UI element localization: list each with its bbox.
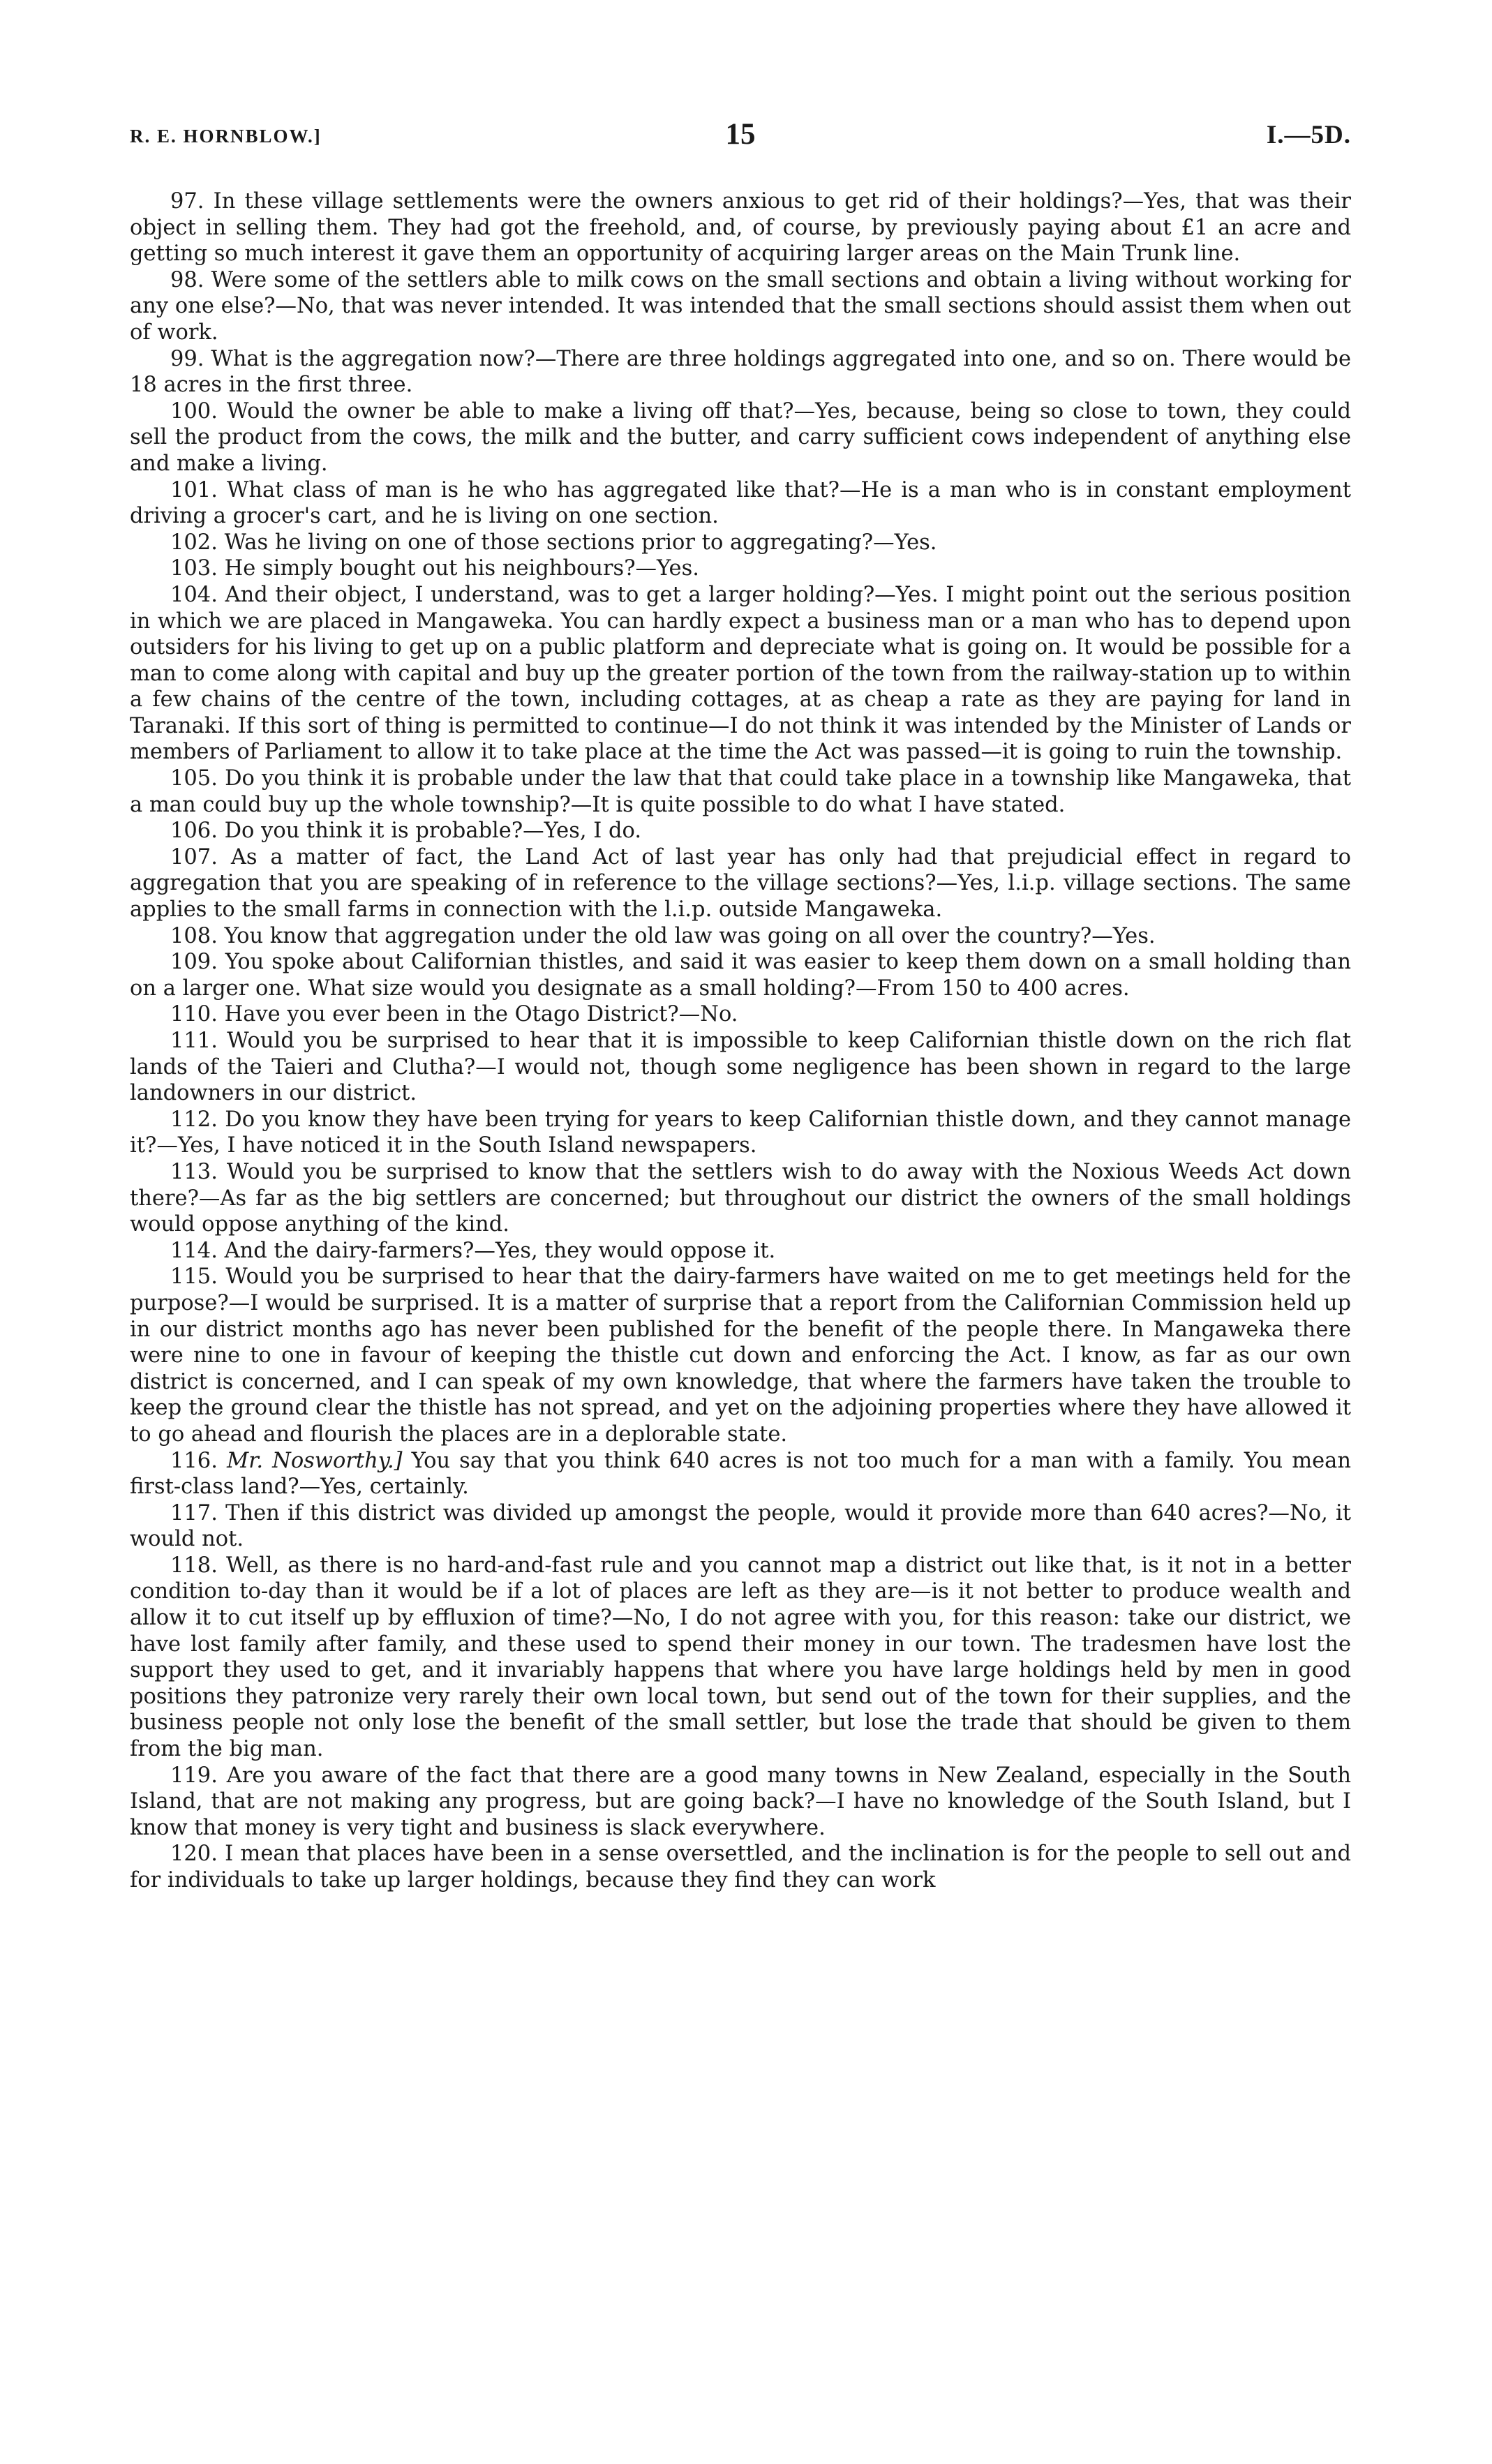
question-108: 108. You know that aggregation under the old law was going on all over the country?—Yes. <box>170 923 1156 948</box>
question-114: 114. And the dairy-farmers?—Yes, they would oppose it. <box>170 1238 776 1263</box>
question-103: 103. He simply bought out his neighbours?—Yes. <box>170 556 699 581</box>
document-page <box>130 117 1351 1894</box>
question-102: 102. Was he living on one of those sections prior to aggregating?—Yes. <box>170 530 937 555</box>
question-119: 119. Are you aware of the fact that there are a good many towns in New Zealand, especially in the South Island, that are not making any progress, but are going back?—I have no knowledge of the South Island, but I know that money is very tight and business is slack everywhere. <box>130 1763 1351 1840</box>
witness-name: R. E. HORNBLOW.] <box>130 126 322 147</box>
question-107: 107. As a matter of fact, the Land Act of last year has only had that prejudicial effect in regard to aggregation that you are speaking of in reference to the village sections?—Yes, l.i.p. village sections. The same applies to the small farms in connection with the l.i.p. outside Mangaweka. <box>130 844 1351 923</box>
page-number: 15 <box>725 118 756 151</box>
question-97: 97. In these village settlements were the owners anxious to get rid of their holdings?—Yes, that was their object in selling them. They had got the freehold, and, of course, by previously paying about £1 an acre and getting so much interest it gave them an opportunity of acquiring larger areas on the Main Trunk line. <box>130 189 1351 267</box>
question-111: 111. Would you be surprised to hear that it is impossible to keep Californian thistle down on the rich flat lands of the Taieri and Clutha?—I would not, though some negligence has been shown in regard to the large landowners in our district. <box>130 1029 1351 1106</box>
question-104: 104. And their object, I understand, was to get a larger holding?—Yes. I might point out the serious position in which we are placed in Mangaweka. You can hardly expect a business man or a man who has to depend upon outsiders for his living to get up on a public platform and depreciate what is going on. It would be possible for a man to come along with capital and buy up the greater portion of the town from the railway-station up to within a few chains of the centre of the town, including cottages, at as cheap a rate as they are paying for land in Taranaki. If this sort of thing is permitted to continue—I do not think it was intended by the Minister of Lands or members of Parliament to allow it to take place at the time the Act was passed—it is going to ruin the township. <box>130 582 1351 765</box>
question-99: 99. What is the aggregation now?—There are three holdings aggregated into one, and so on. There would be 18 acres in the first three. <box>130 346 1351 398</box>
question-112: 112. Do you know they have been trying for years to keep Californian thistle down, and they cannot manage it?—Yes, I have noticed it in the South Island newspapers. <box>130 1107 1351 1158</box>
question-106: 106. Do you think it is probable?—Yes, I do. <box>170 819 642 844</box>
page-header <box>130 117 1351 159</box>
question-98: 98. Were some of the settlers able to milk cows on the small sections and obtain a living without working for any one else?—No, that was never intended. It was intended that the small sections should assist them when out of work. <box>130 267 1351 345</box>
evidence-body <box>130 188 1351 1894</box>
question-101: 101. What class of man is he who has aggregated like that?—He is a man who is in constant employment driving a grocer's cart, and he is living on one section. <box>130 477 1351 529</box>
paper-reference: I.—5D. <box>1266 121 1351 149</box>
question-118: 118. Well, as there is no hard-and-fast rule and you cannot map a district out like that, is it not in a better condition to-day than it would be if a lot of places are left as they are—is it not better to produce wealth and allow it to cut itself up by effluxion of time?—No, I do not agree with you, for this reason: take our district, we have lost family after family, and these used to spend their money in our town. The tradesmen have lost the support they used to get, and it invariably happens that where you have large holdings held by men in good positions they patronize very rarely their own local town, but send out of the town for their supplies, and the business people not only lose the benefit of the small settler, but lose the trade that should be given to them from the big man. <box>130 1553 1351 1762</box>
question-100: 100. Would the owner be able to make a living off that?—Yes, because, being so close to town, they could sell the product from the cows, the milk and the butter, and carry sufficient cows independent of anything else and make a living. <box>130 398 1351 476</box>
question-109: 109. You spoke about Californian thistles, and said it was easier to keep them down on a small holding than on a larger one. What size would you designate as a small holding?—From 150 to 400 acres. <box>130 950 1351 1001</box>
interjector-name: Mr. Nosworthy.] <box>226 1448 403 1473</box>
question-116 <box>130 1448 1351 1500</box>
question-110: 110. Have you ever been in the Otago District?—No. <box>170 1002 738 1027</box>
question-105: 105. Do you think it is probable under the law that that could take place in a township like Mangaweka, that a man could buy up the whole township?—It is quite possible to do what I have stated. <box>130 766 1351 817</box>
question-115: 115. Would you be surprised to hear that the dairy-farmers have waited on me to get meetings held for the purpose?—I would be surprised. It is a matter of surprise that a report from the Californian Commission held up in our district months ago has never been published for the benefit of the people there. In Mangaweka there were nine to one in favour of keeping the thistle cut down and enforcing the Act. I know, as far as our own district is concerned, and I can speak of my own knowledge, that where the farmers have taken the trouble to keep the ground clear the thistle has not spread, and yet on the adjoining properties where they have allowed it to go ahead and flourish the places are in a deplorable state. <box>130 1264 1351 1447</box>
question-117: 117. Then if this district was divided up amongst the people, would it provide more than 640 acres?—No, it would not. <box>130 1500 1351 1552</box>
question-text: You say that you think 640 acres is not too much for a man with a family. You mean first-class land?—Yes, certainly. <box>130 1448 1352 1500</box>
question-113: 113. Would you be surprised to know that the settlers wish to do away with the Noxious Weeds Act down there?—As far as the big settlers are concerned; but throughout our district the owners of the small holdings would oppose anything of the kind. <box>130 1159 1351 1237</box>
question-number: 116. <box>170 1448 218 1473</box>
question-120: 120. I mean that places have been in a sense oversettled, and the inclination is for the people to sell out and for individuals to take up larger holdings, because they find they can work <box>130 1842 1351 1892</box>
